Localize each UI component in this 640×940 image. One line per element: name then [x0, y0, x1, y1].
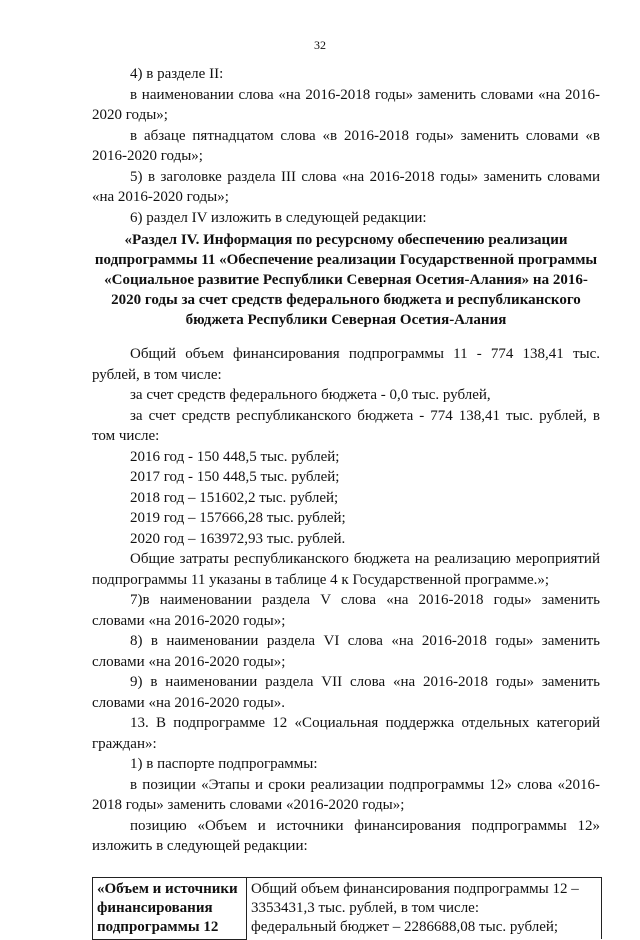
paragraph: за счет средств федерального бюджета - 0,0 тыс. рублей,: [130, 387, 491, 403]
paragraph: 5) в заголовке раздела III слова «на 2016-2018 годы» заменить словами «на 2016-2020 годы»;: [92, 168, 600, 205]
paragraph: 2016 год - 150 448,5 тыс. рублей;: [130, 448, 340, 465]
page-number: 32: [314, 38, 326, 52]
paragraph: в наименовании слова «на 2016-2018 годы» заменить словами «на 2016-2020 годы»;: [92, 86, 600, 123]
paragraph: 2018 год – 151602,2 тыс. рублей;: [130, 489, 339, 506]
paragraphs-bottom: [92, 344, 600, 857]
document-body: [92, 64, 600, 940]
paragraph: 13. В подпрограмме 12 «Социальная поддержка отдельных категорий граждан»:: [92, 715, 600, 752]
paragraph: позицию «Объем и источники финансирования подпрограммы 12» изложить в следующей редакции:: [92, 817, 600, 854]
paragraph: Общие затраты республиканского бюджета на реализацию мероприятий подпрограммы 11 указаны в таблице 4 к Государственной программе.»;: [92, 551, 600, 588]
paragraph: 7)в наименовании раздела V слова «на 2016-2018 годы» заменить словами «на 2016-2020 годы»;: [92, 592, 600, 629]
table-cell-value: [247, 877, 602, 939]
table-cell-label: «Объем и источники финансирования подпрограммы 12: [93, 877, 247, 939]
paragraph: 1) в паспорте подпрограммы:: [130, 756, 318, 772]
paragraph: Общий объем финансирования подпрограммы 11 - 774 138,41 тыс. рублей, в том числе:: [92, 346, 600, 383]
table-line: федеральный бюджет – 2286688,08 тыс. рублей;: [251, 918, 559, 935]
table-line: Общий объем финансирования подпрограммы 12 –: [251, 880, 579, 897]
paragraph: в позиции «Этапы и сроки реализации подпрограммы 12» слова «2016-2018 годы» заменить словами «2016-2020 годы»;: [92, 776, 600, 813]
paragraph: 2017 год - 150 448,5 тыс. рублей;: [130, 469, 340, 485]
paragraph: 6) раздел IV изложить в следующей редакции:: [130, 209, 427, 226]
paragraph: 8) в наименовании раздела VI слова «на 2016-2018 годы» заменить словами «на 2016-2020 годы»;: [92, 633, 600, 670]
paragraph: 2020 год – 163972,93 тыс. рублей.: [130, 530, 346, 547]
table-row: [93, 877, 602, 939]
paragraphs-top: [92, 64, 600, 228]
paragraph: в абзаце пятнадцатом слова «в 2016-2018 годы» заменить словами «в 2016-2020 годы»;: [92, 127, 600, 164]
spacer: [92, 334, 600, 344]
paragraph: 9) в наименовании раздела VII слова «на 2016-2018 годы» заменить словами «на 2016-2020 годы».: [92, 674, 600, 711]
passport-table: [92, 877, 602, 940]
paragraph: 2019 год – 157666,28 тыс. рублей;: [130, 510, 346, 526]
table-line: 3353431,3 тыс. рублей, в том числе:: [251, 899, 480, 916]
section-heading: «Раздел IV. Информация по ресурсному обеспечению реализации подпрограммы 11 «Обеспечение реализации Государственной программы «Социальное развитие Республики Северная Осетия-Алания» на 2016-2020 годы за счет средств федерального бюджета и республиканского бюджета Республики Северная Осетия-Алания: [94, 232, 598, 328]
paragraph: за счет средств республиканского бюджета - 774 138,41 тыс. рублей, в том числе:: [92, 407, 600, 444]
paragraph: 4) в разделе II:: [130, 66, 224, 82]
